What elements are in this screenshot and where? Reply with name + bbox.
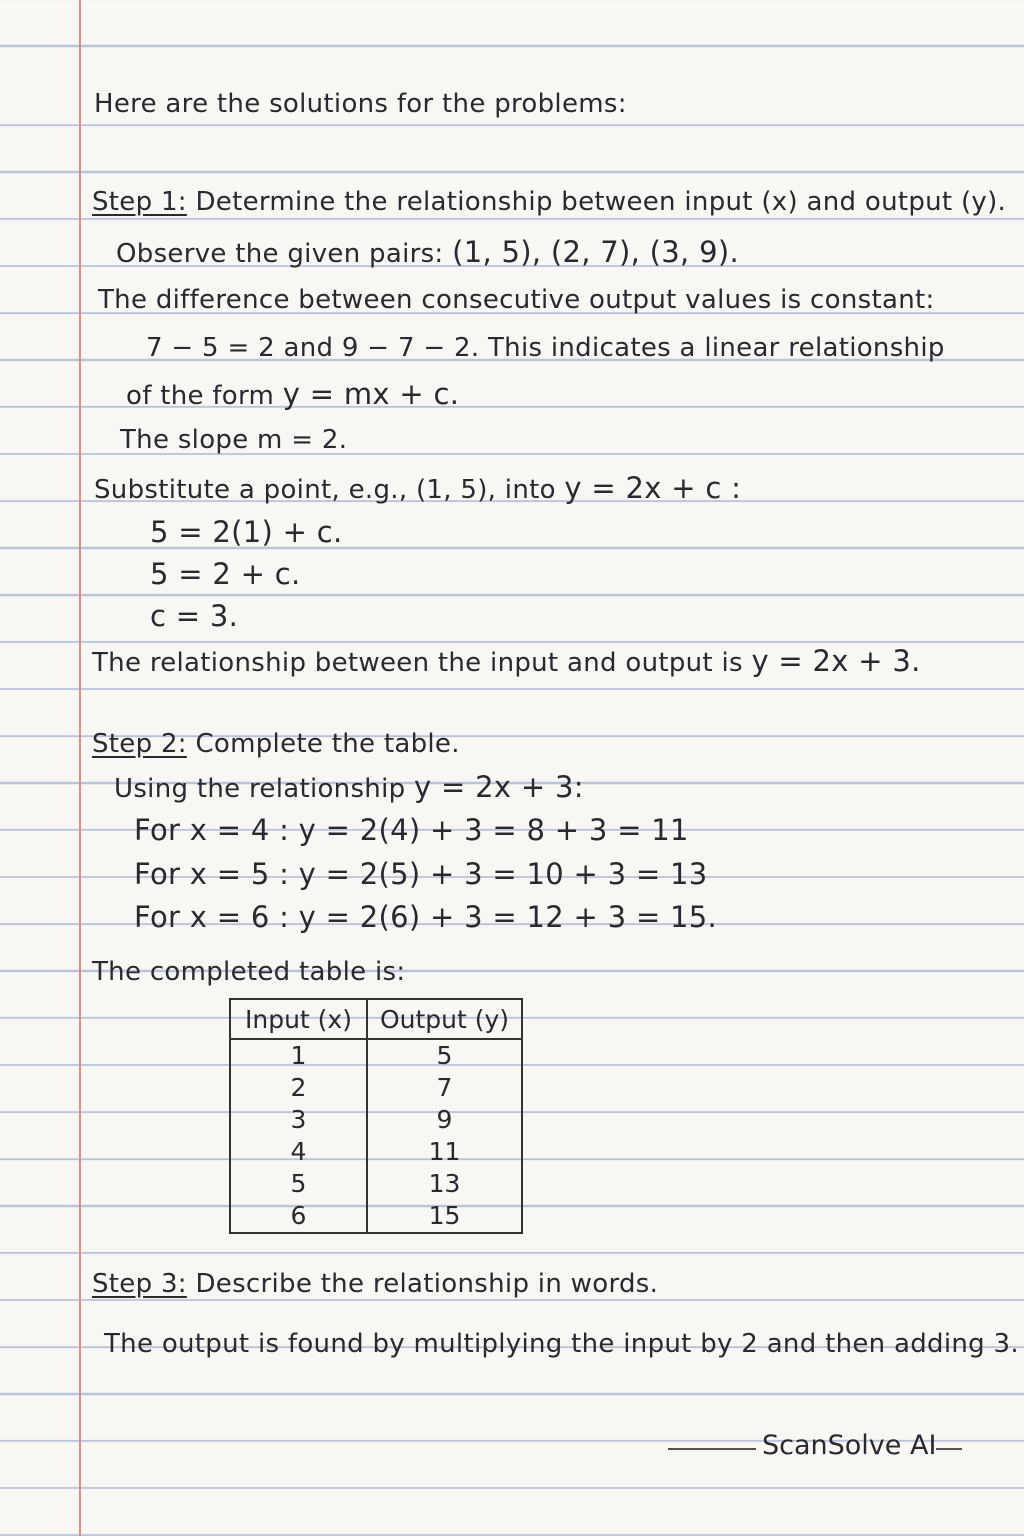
cell-input: 2 [290, 1073, 307, 1102]
cell-output: 9 [367, 1104, 522, 1136]
step1-line2: The difference between consecutive output values is constant: [98, 285, 935, 315]
step2-heading: Complete the table. [195, 729, 460, 759]
step1-line5: The slope m = 2. [120, 425, 348, 455]
step1-block [92, 186, 1006, 218]
step3-block [92, 1268, 658, 1300]
table-row [230, 1104, 522, 1136]
step2-using [114, 771, 584, 805]
cell-input: 6 [290, 1201, 307, 1230]
equation-3: c = 3. [150, 599, 239, 633]
equation-2: 5 = 2 + c. [150, 557, 301, 591]
step2-using-text: Using the relationship [114, 774, 406, 804]
header-output: Output (y) [367, 999, 522, 1039]
cell-output: 7 [367, 1072, 522, 1104]
step1-conclusion [92, 645, 921, 679]
step1-line6 [94, 472, 741, 506]
header-input: Input (x) [230, 999, 367, 1039]
table-intro: The completed table is: [92, 957, 406, 987]
step1-line1 [116, 236, 739, 270]
step2-label: Step 2: [92, 729, 187, 759]
step1-label: Step 1: [92, 187, 187, 217]
equation-1: 5 = 2(1) + c. [150, 515, 343, 549]
calc-x6: For x = 6 : y = 2(6) + 3 = 12 + 3 = 15. [134, 900, 718, 934]
calc-x5: For x = 5 : y = 2(5) + 3 = 10 + 3 = 13 [134, 857, 708, 891]
step3-heading: Describe the relationship in words. [195, 1269, 659, 1299]
signature-rule-right [936, 1448, 962, 1450]
step2-using-equation: y = 2x + 3: [414, 770, 584, 804]
cell-output: 5 [367, 1039, 522, 1072]
cell-output: 11 [367, 1136, 522, 1168]
linear-form: y = mx + c. [282, 377, 460, 411]
step1-conclusion-text: The relationship between the input and output is [92, 648, 743, 678]
cell-output: 13 [367, 1168, 522, 1200]
table-header-row [230, 999, 522, 1039]
table-row [230, 1200, 522, 1233]
table-row [230, 1168, 522, 1200]
cell-output: 15 [367, 1200, 522, 1233]
step1-line1-text: Observe the given pairs: [116, 239, 444, 269]
signature-rule-left [668, 1448, 756, 1450]
margin-line [79, 0, 81, 1536]
step3-answer: The output is found by multiplying the input by 2 and then adding 3. [104, 1329, 1019, 1359]
cell-input: 1 [290, 1041, 307, 1070]
cell-input: 4 [290, 1137, 307, 1166]
substitute-equation: y = 2x + c : [564, 471, 742, 505]
cell-input: 3 [290, 1105, 307, 1134]
intro-text: Here are the solutions for the problems: [94, 89, 627, 119]
step1-line3: 7 − 5 = 2 and 9 − 7 − 2. This indicates a linear relationship [146, 333, 945, 363]
cell-input: 5 [290, 1169, 307, 1198]
given-pairs: (1, 5), (2, 7), (3, 9). [452, 235, 739, 269]
step1-line6-text: Substitute a point, e.g., (1, 5), into [94, 475, 556, 505]
step1-line4-text: of the form [126, 381, 275, 411]
signature: ScanSolve AI [762, 1430, 937, 1461]
step2-block [92, 728, 460, 760]
calc-x4: For x = 4 : y = 2(4) + 3 = 8 + 3 = 11 [134, 813, 689, 847]
completed-table [229, 998, 523, 1234]
step1-line4 [126, 378, 459, 412]
final-equation: y = 2x + 3. [751, 644, 921, 678]
table-row [230, 1072, 522, 1104]
step3-label: Step 3: [92, 1269, 187, 1299]
table-row [230, 1039, 522, 1072]
step1-heading: Determine the relationship between input (x) and output (y). [195, 187, 1007, 217]
table-row [230, 1136, 522, 1168]
